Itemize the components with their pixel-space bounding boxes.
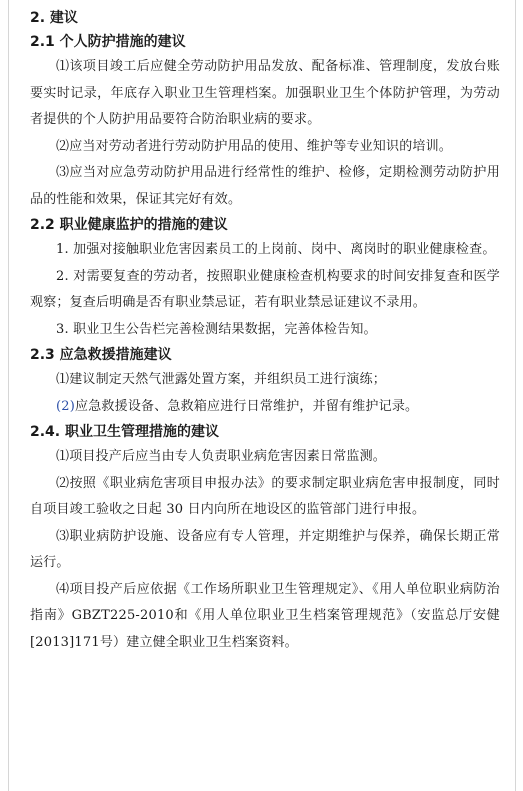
section-occupational-health-management (30, 420, 500, 656)
section-personal-protection (30, 30, 500, 213)
paragraph: ⑶职业病防护设施、设备应有专人管理，并定期维护与保养，确保长期正常运行。 (30, 528, 500, 570)
section-title: 2.1 个人防护措施的建议 (30, 34, 186, 50)
document-body (30, 6, 500, 656)
paragraph: 1. 加强对接触职业危害因素员工的上岗前、岗中、离岗时的职业健康检查。 (56, 242, 496, 257)
section-title: 2.3 应急救援措施建议 (30, 347, 172, 363)
paragraph: ⑶应当对应急劳动防护用品进行经常性的维护、检修，定期检测劳动防护用品的性能和效果，保证其完好有效。 (30, 165, 500, 207)
paragraph: ⑵按照《职业病危害项目申报办法》的要求制定职业病危害申报制度，同时自项目竣工验收之日起 30 日内向所在地设区的监管部门进行申报。 (30, 475, 500, 517)
chapter-heading: 2. 建议 (30, 10, 78, 26)
section-title: 2.4. 职业卫生管理措施的建议 (30, 424, 219, 440)
paragraph: ⑴项目投产后应当由专人负责职业病危害因素日常监测。 (56, 449, 387, 464)
paragraph-text: 应急救援设备、急救箱应进行日常维护，并留有维护记录。 (75, 398, 419, 414)
paragraph: ⑴建议制定天然气泄露处置方案，并组织员工进行演练； (56, 372, 387, 387)
list-marker: (2) (56, 398, 76, 414)
paragraph: ⑴该项目竣工后应健全劳动防护用品发放、配备标准、管理制度，发放台账要实时记录，年底存入职业卫生管理档案。加强职业卫生个体防护管理，为劳动者提供的个人防护用品要符合防治职业病的要求。 (30, 59, 500, 127)
paragraph: 2. 对需要复查的劳动者，按照职业健康检查机构要求的时间安排复查和医学观察；复查后明确是否有职业禁忌证，若有职业禁忌证建议不录用。 (30, 268, 500, 310)
page-right-edge (515, 0, 516, 791)
section-title: 2.2 职业健康监护的措施的建议 (30, 217, 228, 233)
paragraph: 3. 职业卫生公告栏完善检测结果数据，完善体检告知。 (56, 321, 377, 337)
paragraph: ⑵应当对劳动者进行劳动防护用品的使用、维护等专业知识的培训。 (56, 138, 453, 154)
page-left-edge (8, 0, 9, 791)
section-health-monitoring (30, 213, 500, 343)
paragraph: ⑷项目投产后应依据《工作场所职业卫生管理规定》、《用人单位职业病防治指南》GBZT225-2010和《用人单位职业卫生档案管理规范》（安监总厅安健[2013]171号）建立健全职业卫生档案资料。 (30, 581, 500, 650)
section-emergency-rescue (30, 343, 500, 420)
paragraph-with-marker (30, 394, 500, 421)
